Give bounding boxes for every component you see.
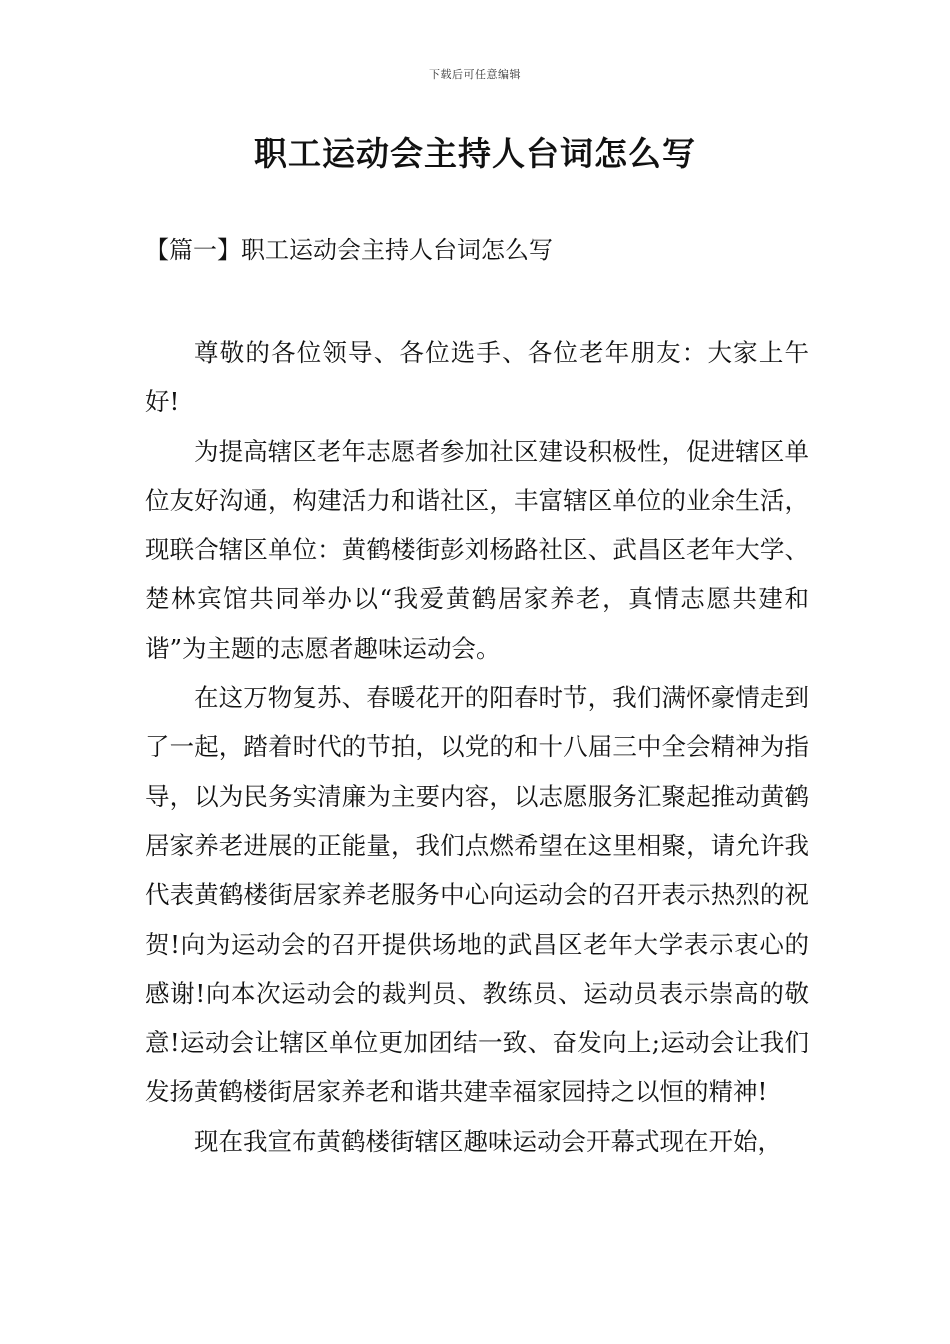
document-body bbox=[145, 328, 809, 1166]
paragraph-opening: 现在我宣布黄鹤楼街辖区趣味运动会开幕式现在开始， bbox=[194, 1126, 782, 1156]
paragraph-purpose: 为提高辖区老年志愿者参加社区建设积极性，促进辖区单位友好沟通，构建活力和谐社区，丰富辖区单位的业余生活，现联合辖区单位：黄鹤楼街彭刘杨路社区、武昌区老年大学、楚林宾馆共同举办以“我爱黄鹤居家养老，真情志愿共建和谐”为主题的志愿者趣味运动会。 bbox=[145, 436, 809, 663]
paragraph-speech: 在这万物复苏、春暖花开的阳春时节，我们满怀豪情走到了一起，踏着时代的节拍，以党的和十八届三中全会精神为指导，以为民务实清廉为主要内容，以志愿服务汇聚起推动黄鹤居家养老进展的正能量，我们点燃希望在这里相聚，请允许我代表黄鹤楼街居家养老服务中心向运动会的召开表示热烈的祝贺!向为运动会的召开提供场地的武昌区老年大学表示衷心的感谢!向本次运动会的裁判员、教练员、运动员表示崇高的敬意!运动会让辖区单位更加团结一致、奋发向上;运动会让我们发扬黄鹤楼街居家养老和谐共建幸福家园持之以恒的精神! bbox=[145, 683, 809, 1107]
header-note: 下载后可任意编辑 bbox=[429, 68, 521, 81]
document-title: 职工运动会主持人台词怎么写 bbox=[254, 134, 696, 173]
section-heading: 【篇一】职工运动会主持人台词怎么写 bbox=[145, 236, 553, 264]
paragraph-greeting: 尊敬的各位领导、各位选手、各位老年朋友：大家上午好! bbox=[145, 338, 809, 417]
